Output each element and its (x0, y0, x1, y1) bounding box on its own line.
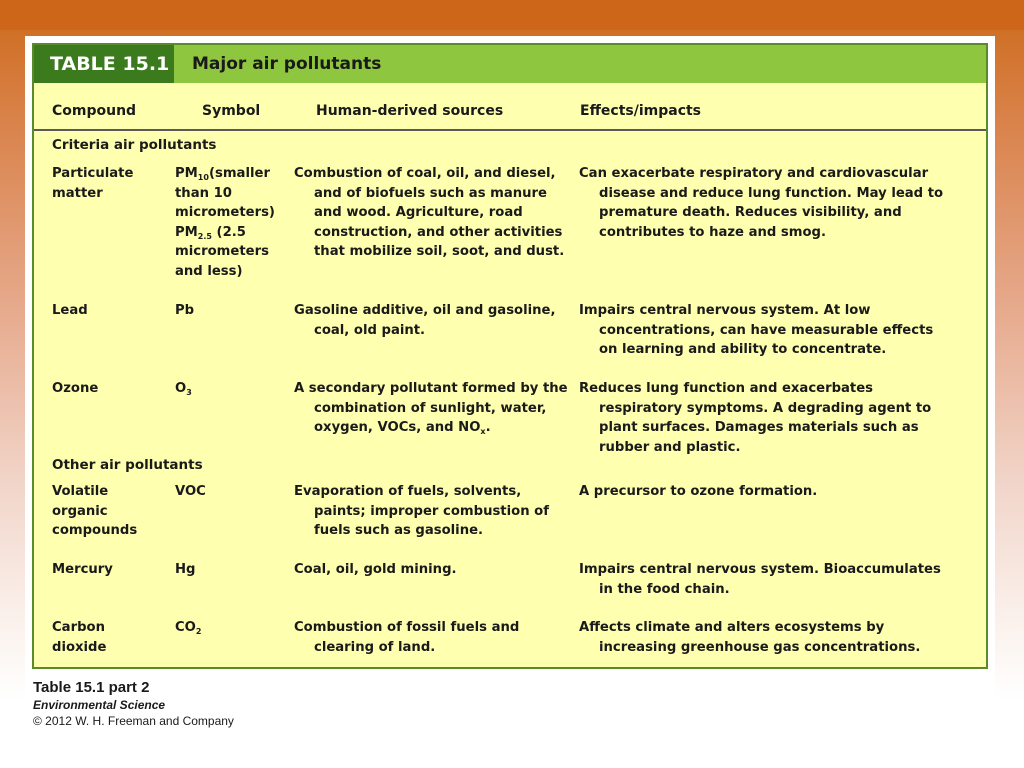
row-co2-symbol: $CO_2$ (175, 620, 202, 636)
row-co2-compound: Carbon dioxide (52, 620, 107, 655)
row-voc-symbol: VOC (175, 484, 206, 499)
table-number: TABLE 15.1 (34, 45, 174, 83)
header-symbol: Symbol (202, 103, 261, 119)
row-ozone-symbol: $O_3$ (175, 381, 192, 397)
table-title: Major air pollutants (192, 54, 382, 74)
row-lead-compound: Lead (52, 303, 88, 318)
row-particulate-sources: Combustion of coal, oil, and diesel, and of biofuels such as manure and wood. Agriculture, road construction, and other activities that mobilize soil, soot, and dust. (294, 166, 565, 260)
caption-title: Table 15.1 part 2 (33, 679, 150, 696)
row-lead-sources: Gasoline additive, oil and gasoline, coal, old paint. (294, 303, 556, 338)
slide (25, 36, 995, 751)
pollutant-table (32, 43, 988, 669)
row-ozone-effects: Reduces lung function and exacerbates respiratory symptoms. A degrading agent to plant surfaces. Damages materials such as rubber and plastic. (579, 381, 932, 455)
header-effects: Effects/impacts (580, 103, 702, 119)
caption-book: Environmental Science (33, 698, 166, 712)
header-compound: Compound (52, 103, 137, 119)
row-particulate-symbol: $PM_{10}(smaller$ than 10 micrometers) $PM_{2.5}$ (2.5 micrometers and less) (175, 166, 275, 279)
table-title-bar (34, 45, 986, 83)
row-lead-symbol: Pb (175, 303, 195, 318)
row-voc-sources: Evaporation of fuels, solvents, paints; improper combustion of fuels such as gasoline. (294, 484, 549, 539)
row-ozone-sources: A secondary pollutant formed by the combination of sunlight, water, oxygen, VOCs, and $NO_x$. (294, 381, 568, 437)
header-divider (34, 129, 986, 131)
row-particulate-effects: Can exacerbate respiratory and cardiovascular disease and reduce lung function. May lead to premature death. Reduces visibility, and contributes to haze and smog. (579, 166, 944, 240)
row-voc-compound: Volatile organic compounds (52, 484, 138, 539)
row-ozone-compound: Ozone (52, 381, 99, 396)
section-other: Other air pollutants (52, 457, 203, 473)
caption-copyright: © 2012 W. H. Freeman and Company (33, 714, 234, 728)
row-particulate-compound: Particulate matter (52, 166, 134, 201)
figure-caption (33, 679, 234, 728)
row-mercury-compound: Mercury (52, 562, 113, 577)
header-sources: Human-derived sources (316, 103, 504, 119)
row-voc-effects: A precursor to ozone formation. (579, 484, 818, 499)
row-mercury-symbol: Hg (175, 562, 196, 577)
row-lead-effects: Impairs central nervous system. At low concentrations, can have measurable effects on learning and ability to concentrate. (579, 303, 934, 358)
row-mercury-sources: Coal, oil, gold mining. (294, 562, 457, 577)
section-criteria: Criteria air pollutants (52, 137, 217, 153)
row-co2-effects: Affects climate and alters ecosystems by increasing greenhouse gas concentrations. (579, 620, 921, 655)
top-orange-bar (0, 0, 1024, 30)
row-co2-sources: Combustion of fossil fuels and clearing of land. (294, 620, 520, 655)
row-mercury-effects: Impairs central nervous system. Bioaccumulates in the food chain. (579, 562, 941, 597)
